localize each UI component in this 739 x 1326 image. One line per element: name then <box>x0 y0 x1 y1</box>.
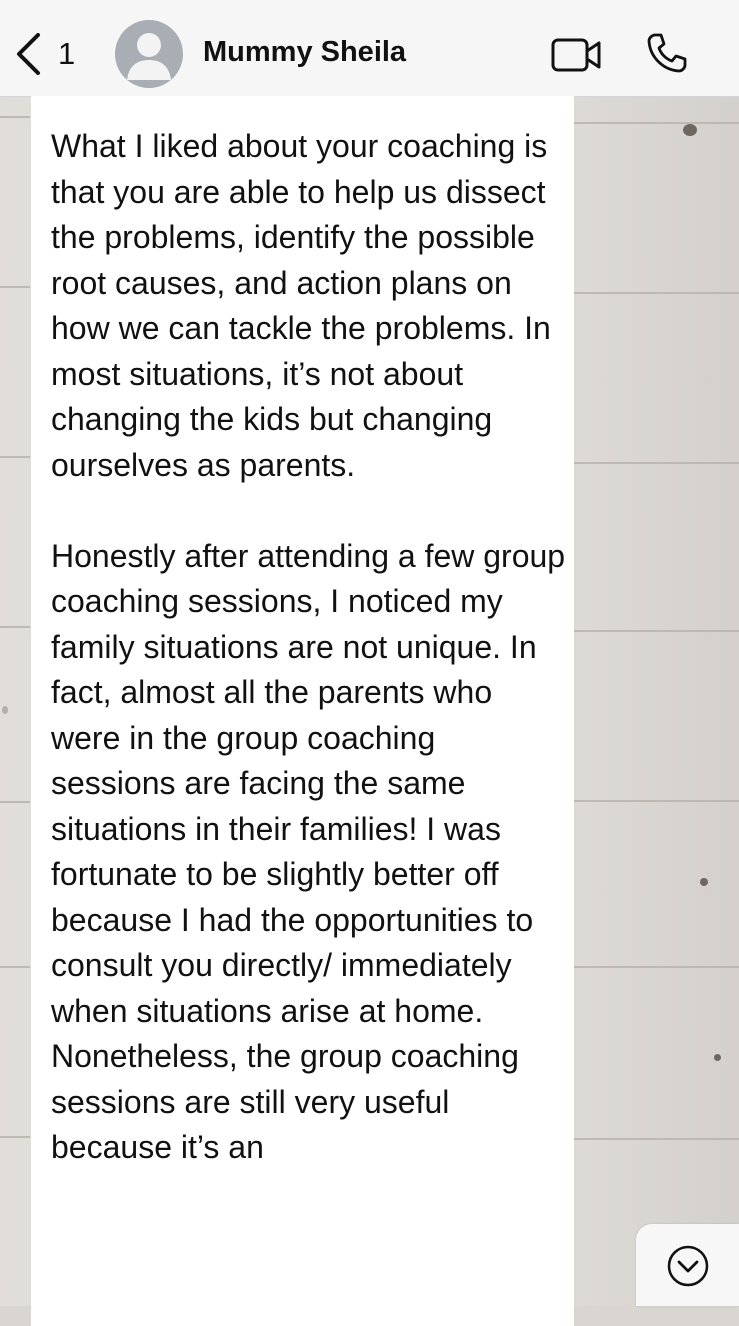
back-button[interactable] <box>14 30 75 78</box>
chat-header <box>0 0 739 97</box>
phone-icon <box>646 32 688 74</box>
voice-call-button[interactable] <box>646 32 688 79</box>
video-call-button[interactable] <box>551 38 603 77</box>
chevron-left-icon <box>14 32 44 76</box>
unread-count: 1 <box>58 36 76 71</box>
person-silhouette-icon <box>115 20 183 88</box>
chevron-down-circle-icon <box>666 1244 710 1288</box>
message-bubble[interactable] <box>31 96 574 1326</box>
avatar[interactable] <box>115 20 183 88</box>
message-text: What I liked about your coaching is that you are able to help us dissect the problems, identify the possible root causes, and action plans on how we can tackle the problems. In most situations, it’s not about changing the kids but changing ourselves as parents. Honestly after attending a few group coaching sessions, I noticed my family situations are not unique. In fact, almost all the parents who were in the group coaching sessions are facing the same situations in their families! I was fortunate to be slightly better off because I had the opportunities to consult you directly/ immediately when situations arise at home. Nonetheless, the group coaching sessions are still very useful because it’s an <box>51 128 566 1165</box>
contact-name[interactable]: Mummy Sheila <box>203 36 407 68</box>
scroll-to-bottom-button[interactable] <box>636 1224 739 1306</box>
video-camera-icon <box>551 38 603 72</box>
